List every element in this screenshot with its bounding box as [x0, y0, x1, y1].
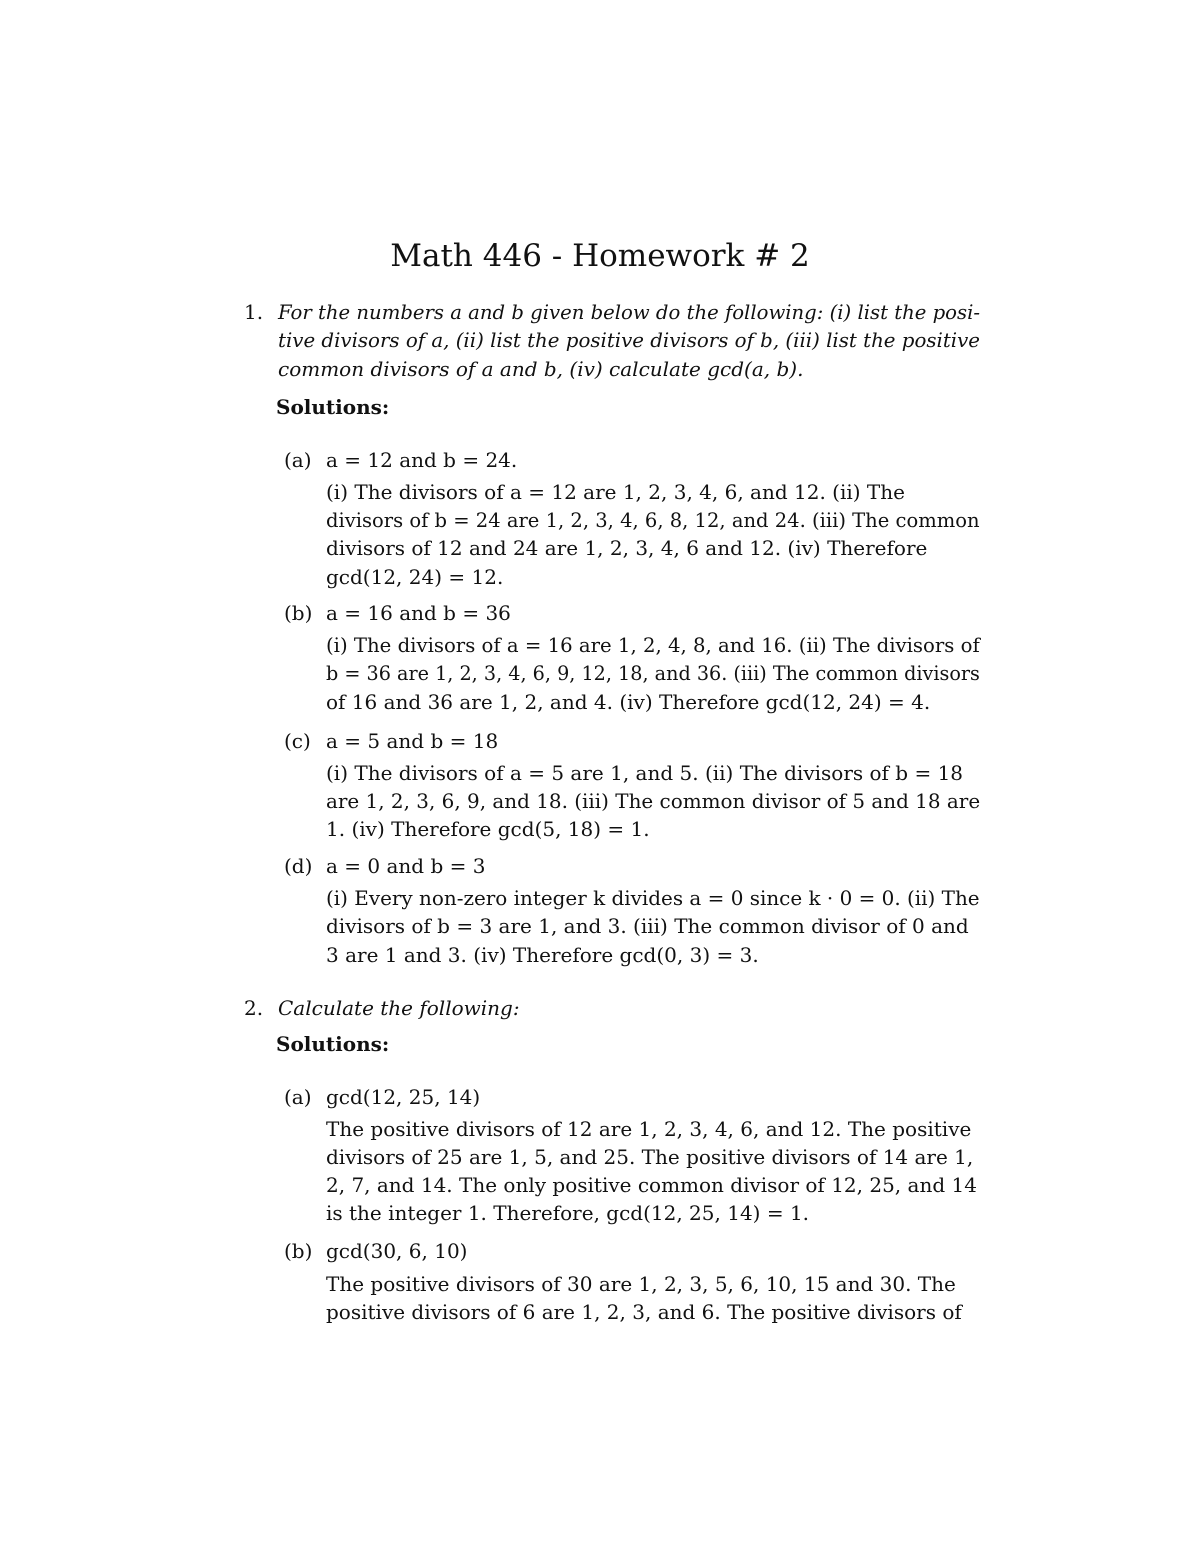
solution-line: gcd(12, 24) = 12.: [326, 565, 504, 589]
problem-statement-line: tive divisors of a, (ii) list the positive divisors of b, (iii) list the positive: [278, 328, 980, 352]
solution-line: positive divisors of 6 are 1, 2, 3, and 6. The positive divisors of: [326, 1300, 962, 1324]
solution-line: divisors of b = 24 are 1, 2, 3, 4, 6, 8, 12, and 24. (iii) The common: [326, 508, 980, 532]
solution-line: b = 36 are 1, 2, 3, 4, 6, 9, 12, 18, and 36. (iii) The common divisors: [326, 661, 980, 685]
part-label: (b): [284, 1239, 313, 1263]
solution-line: (i) The divisors of a = 12 are 1, 2, 3, 4, 6, and 12. (ii) The: [326, 480, 905, 504]
solution-line: 1. (iv) Therefore gcd(5, 18) = 1.: [326, 817, 650, 841]
solution-line: divisors of 12 and 24 are 1, 2, 3, 4, 6 and 12. (iv) Therefore: [326, 536, 928, 560]
part-heading: gcd(30, 6, 10): [326, 1239, 468, 1263]
solutions-heading: Solutions:: [276, 1032, 390, 1056]
solution-line: 2, 7, and 14. The only positive common divisor of 12, 25, and 14: [326, 1173, 977, 1197]
solution-line: divisors of 25 are 1, 5, and 25. The positive divisors of 14 are 1,: [326, 1145, 974, 1169]
solutions-heading: Solutions:: [276, 395, 390, 419]
solution-line: (i) The divisors of a = 5 are 1, and 5. (ii) The divisors of b = 18: [326, 761, 964, 785]
problem-statement-line: For the numbers a and b given below do the following: (i) list the posi-: [278, 300, 980, 324]
problem-statement-line: common divisors of a and b, (iv) calculate gcd(a, b).: [278, 357, 804, 381]
solution-line: of 16 and 36 are 1, 2, and 4. (iv) Therefore gcd(12, 24) = 4.: [326, 690, 931, 714]
problem-number: 2.: [244, 996, 264, 1020]
part-label: (b): [284, 601, 313, 625]
solution-line: 3 are 1 and 3. (iv) Therefore gcd(0, 3) = 3.: [326, 943, 759, 967]
part-heading: a = 16 and b = 36: [326, 601, 511, 625]
part-label: (c): [284, 729, 311, 753]
part-heading: a = 12 and b = 24.: [326, 448, 518, 472]
solution-line: divisors of b = 3 are 1, and 3. (iii) The common divisor of 0 and: [326, 914, 969, 938]
part-label: (a): [284, 448, 312, 472]
part-heading: a = 5 and b = 18: [326, 729, 499, 753]
solution-line: (i) The divisors of a = 16 are 1, 2, 4, 8, and 16. (ii) The divisors of: [326, 633, 980, 657]
problem-statement-line: Calculate the following:: [278, 996, 520, 1020]
solution-line: is the integer 1. Therefore, gcd(12, 25, 14) = 1.: [326, 1201, 810, 1225]
solution-line: (i) Every non-zero integer k divides a = 0 since k · 0 = 0. (ii) The: [326, 886, 980, 910]
part-heading: gcd(12, 25, 14): [326, 1085, 481, 1109]
solution-line: The positive divisors of 30 are 1, 2, 3, 5, 6, 10, 15 and 30. The: [326, 1272, 956, 1296]
part-label: (d): [284, 854, 313, 878]
solution-line: The positive divisors of 12 are 1, 2, 3, 4, 6, and 12. The positive: [326, 1117, 972, 1141]
part-heading: a = 0 and b = 3: [326, 854, 486, 878]
part-label: (a): [284, 1085, 312, 1109]
page-title: Math 446 - Homework # 2: [390, 238, 810, 274]
solution-line: are 1, 2, 3, 6, 9, and 18. (iii) The common divisor of 5 and 18 are: [326, 789, 981, 813]
problem-number: 1.: [244, 300, 264, 324]
